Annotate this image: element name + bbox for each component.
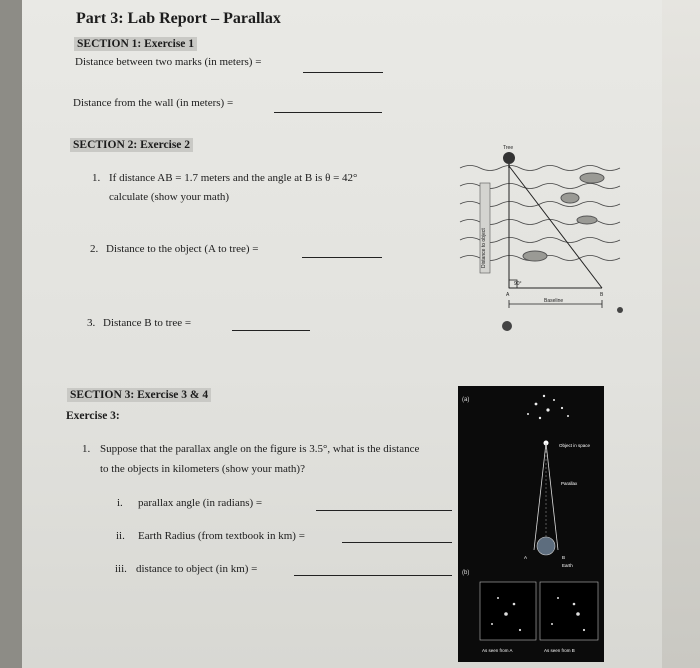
label-b: (b) <box>462 570 470 576</box>
object-label: Object in space <box>559 443 591 448</box>
item-iii-text: distance to object (in km) = <box>136 563 258 575</box>
earth-icon <box>537 537 555 555</box>
star-field <box>527 395 569 419</box>
answer-line-earth-radius[interactable] <box>342 542 452 543</box>
section1-question-wall: Distance from the wall (in meters) = <box>73 97 234 109</box>
bush-icon <box>523 173 604 261</box>
item-i-text: parallax angle (in radians) = <box>138 497 263 509</box>
observer-icon <box>502 307 623 331</box>
parallax-label: Parallax <box>561 481 578 486</box>
seen-from-a-caption: As seen from A <box>482 648 513 653</box>
section2-heading: SECTION 2: Exercise 2 <box>70 138 193 152</box>
section1-question-marks: Distance between two marks (in meters) = <box>75 56 262 68</box>
section2-q2-text: Distance to the object (A to tree) = <box>106 243 259 255</box>
section3-q1-instruction: to the objects in kilometers (show your math)? <box>100 463 305 475</box>
label-a: (a) <box>462 397 470 403</box>
point-b-label: B <box>600 292 604 298</box>
section3-q1-number: 1. <box>82 443 91 455</box>
answer-line-wall[interactable] <box>274 112 382 113</box>
baseline-label: Baseline <box>544 298 564 304</box>
side-label: Distance to object <box>481 228 487 268</box>
item-ii-text: Earth Radius (from textbook in km) = <box>138 530 305 542</box>
section2-q1-text: If distance AB = 1.7 meters and the angle at B is θ = 42° <box>109 172 358 184</box>
section1-heading: SECTION 1: Exercise 1 <box>74 37 197 51</box>
space-parallax-diagram <box>458 386 604 662</box>
item-ii-number: ii. <box>116 530 125 542</box>
item-i-number: i. <box>117 497 123 509</box>
tree-label: Tree <box>503 145 514 151</box>
space-point-a: A <box>524 555 528 560</box>
answer-line-b-to-tree[interactable] <box>232 330 310 331</box>
space-point-b: B <box>562 555 566 560</box>
point-a-label: A <box>506 292 510 298</box>
section2-q3-text: Distance B to tree = <box>103 317 192 329</box>
exercise3-heading: Exercise 3: <box>66 410 120 422</box>
answer-line-distance[interactable] <box>294 575 452 576</box>
answer-line-radians[interactable] <box>316 510 452 511</box>
section2-q3-number: 3. <box>87 317 96 329</box>
section2-q1-instruction: calculate (show your math) <box>109 191 230 203</box>
tree-baseline-diagram <box>452 138 630 338</box>
section3-heading: SECTION 3: Exercise 3 & 4 <box>67 388 211 402</box>
angle-label: 90° <box>514 281 522 287</box>
item-iii-number: iii. <box>115 563 127 575</box>
section2-q2-number: 2. <box>90 243 99 255</box>
view-from-a-panel <box>480 582 536 640</box>
section3-q1-text: Suppose that the parallax angle on the figure is 3.5°, what is the distance <box>100 443 420 455</box>
background-surface <box>662 0 700 668</box>
view-from-b-panel <box>540 582 598 640</box>
seen-from-b-caption: As seen from B <box>544 648 575 653</box>
answer-line-marks[interactable] <box>303 72 383 73</box>
page-title: Part 3: Lab Report – Parallax <box>76 10 281 27</box>
earth-label: Earth <box>562 563 573 568</box>
section2-q1-number: 1. <box>92 172 101 184</box>
answer-line-a-to-tree[interactable] <box>302 257 382 258</box>
